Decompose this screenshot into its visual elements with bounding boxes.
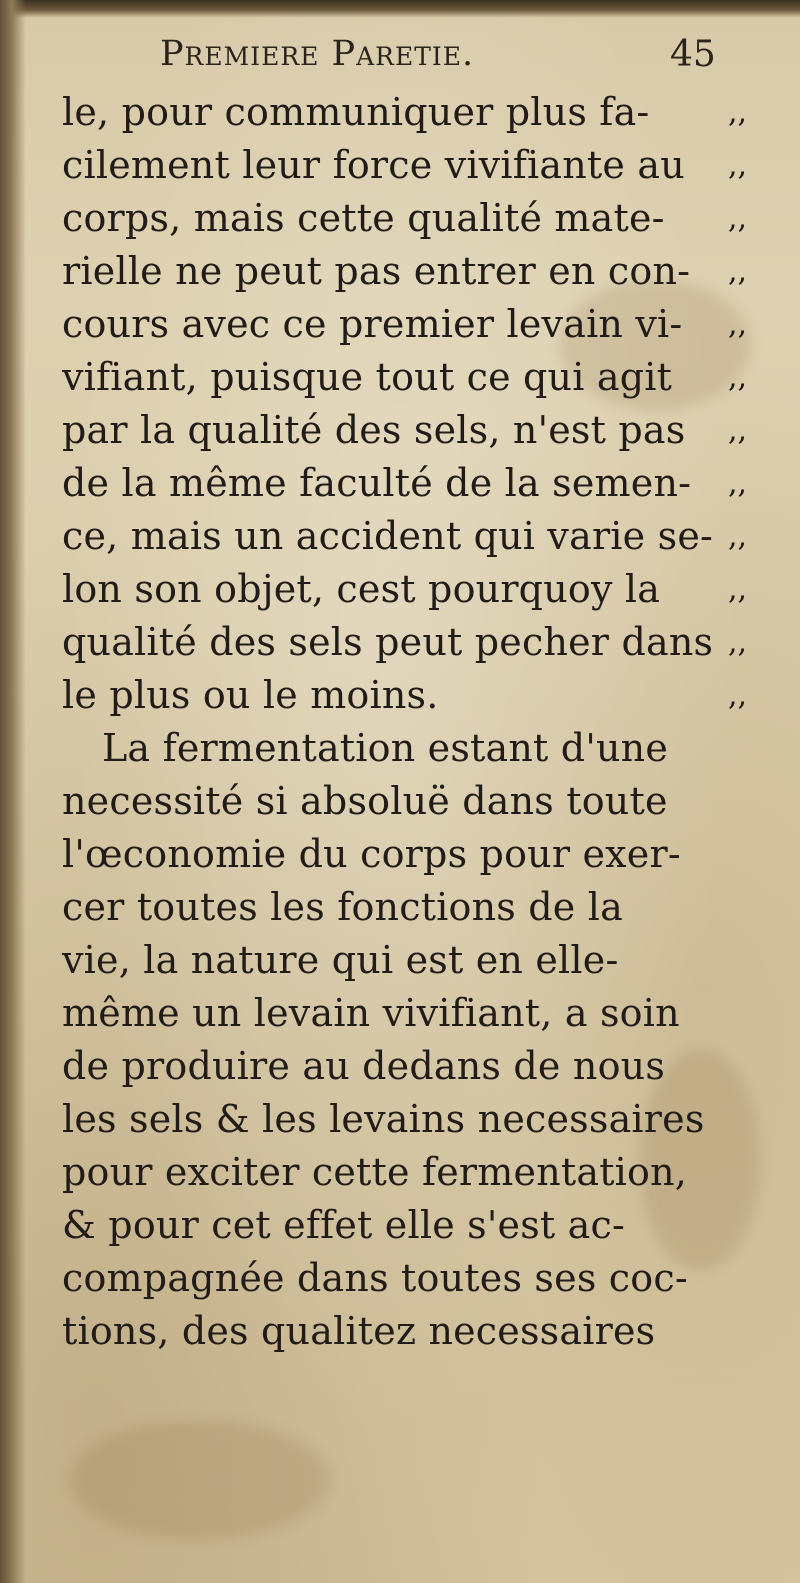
page-header — [0, 34, 800, 82]
page-top-edge — [0, 0, 800, 18]
text-line: le plus ou le moins. — [62, 673, 439, 717]
marginal-quote-mark: ,, — [728, 678, 748, 713]
text-line: cer toutes les fonctions de la — [62, 885, 623, 929]
marginal-quote-mark: ,, — [728, 360, 748, 395]
marginal-quote-mark: ,, — [728, 466, 748, 501]
running-title: Premiere Paretie. — [160, 34, 475, 74]
text-line: l'œconomie du corps pour exer- — [62, 832, 681, 876]
marginal-quote-mark: ,, — [728, 201, 748, 236]
paper-stain — [70, 1420, 330, 1540]
text-line: de la même faculté de la semen- — [62, 461, 692, 505]
text-line: qualité des sels peut pecher dans — [62, 620, 714, 664]
paragraph-start-line: La fermentation estant d'une — [102, 726, 669, 770]
marginal-quote-mark: ,, — [728, 254, 748, 289]
text-line: pour exciter cette fermentation, — [62, 1150, 688, 1194]
page-number: 45 — [670, 34, 716, 75]
marginal-quote-mark: ,, — [728, 307, 748, 342]
text-line: necessité si absoluë dans toute — [62, 779, 668, 823]
text-line: corps, mais cette qualité mate- — [62, 196, 665, 240]
text-line: le, pour communiquer plus fa- — [62, 90, 650, 134]
text-line: de produire au dedans de nous — [62, 1044, 666, 1088]
text-line: vifiant, puisque tout ce qui agit — [62, 355, 673, 399]
marginal-quote-mark: ,, — [728, 625, 748, 660]
text-line: cilement leur force vivifiante au — [62, 143, 685, 187]
text-line: par la qualité des sels, n'est pas — [62, 408, 686, 452]
body-text — [62, 86, 717, 1358]
text-line: tions, des qualitez necessaires — [62, 1309, 656, 1353]
text-line: compagnée dans toutes ses coc- — [62, 1256, 688, 1300]
marginal-quote-mark: ,, — [728, 572, 748, 607]
text-line: même un levain vivifiant, a soin — [62, 991, 680, 1035]
page-gutter-shadow — [0, 0, 26, 1583]
text-line: & pour cet effet elle s'est ac- — [62, 1203, 626, 1247]
text-line: cours avec ce premier levain vi- — [62, 302, 683, 346]
text-line: rielle ne peut pas entrer en con- — [62, 249, 691, 293]
marginal-quote-mark: ,, — [728, 148, 748, 183]
text-line: les sels & les levains necessaires — [62, 1097, 705, 1141]
marginal-quote-mark: ,, — [728, 413, 748, 448]
marginal-quote-mark: ,, — [728, 519, 748, 554]
text-line: ce, mais un accident qui varie se- — [62, 514, 714, 558]
text-line: lon son objet, cest pourquoy la — [62, 567, 661, 611]
marginal-quote-mark: ,, — [728, 95, 748, 130]
text-line: vie, la nature qui est en elle- — [62, 938, 619, 982]
